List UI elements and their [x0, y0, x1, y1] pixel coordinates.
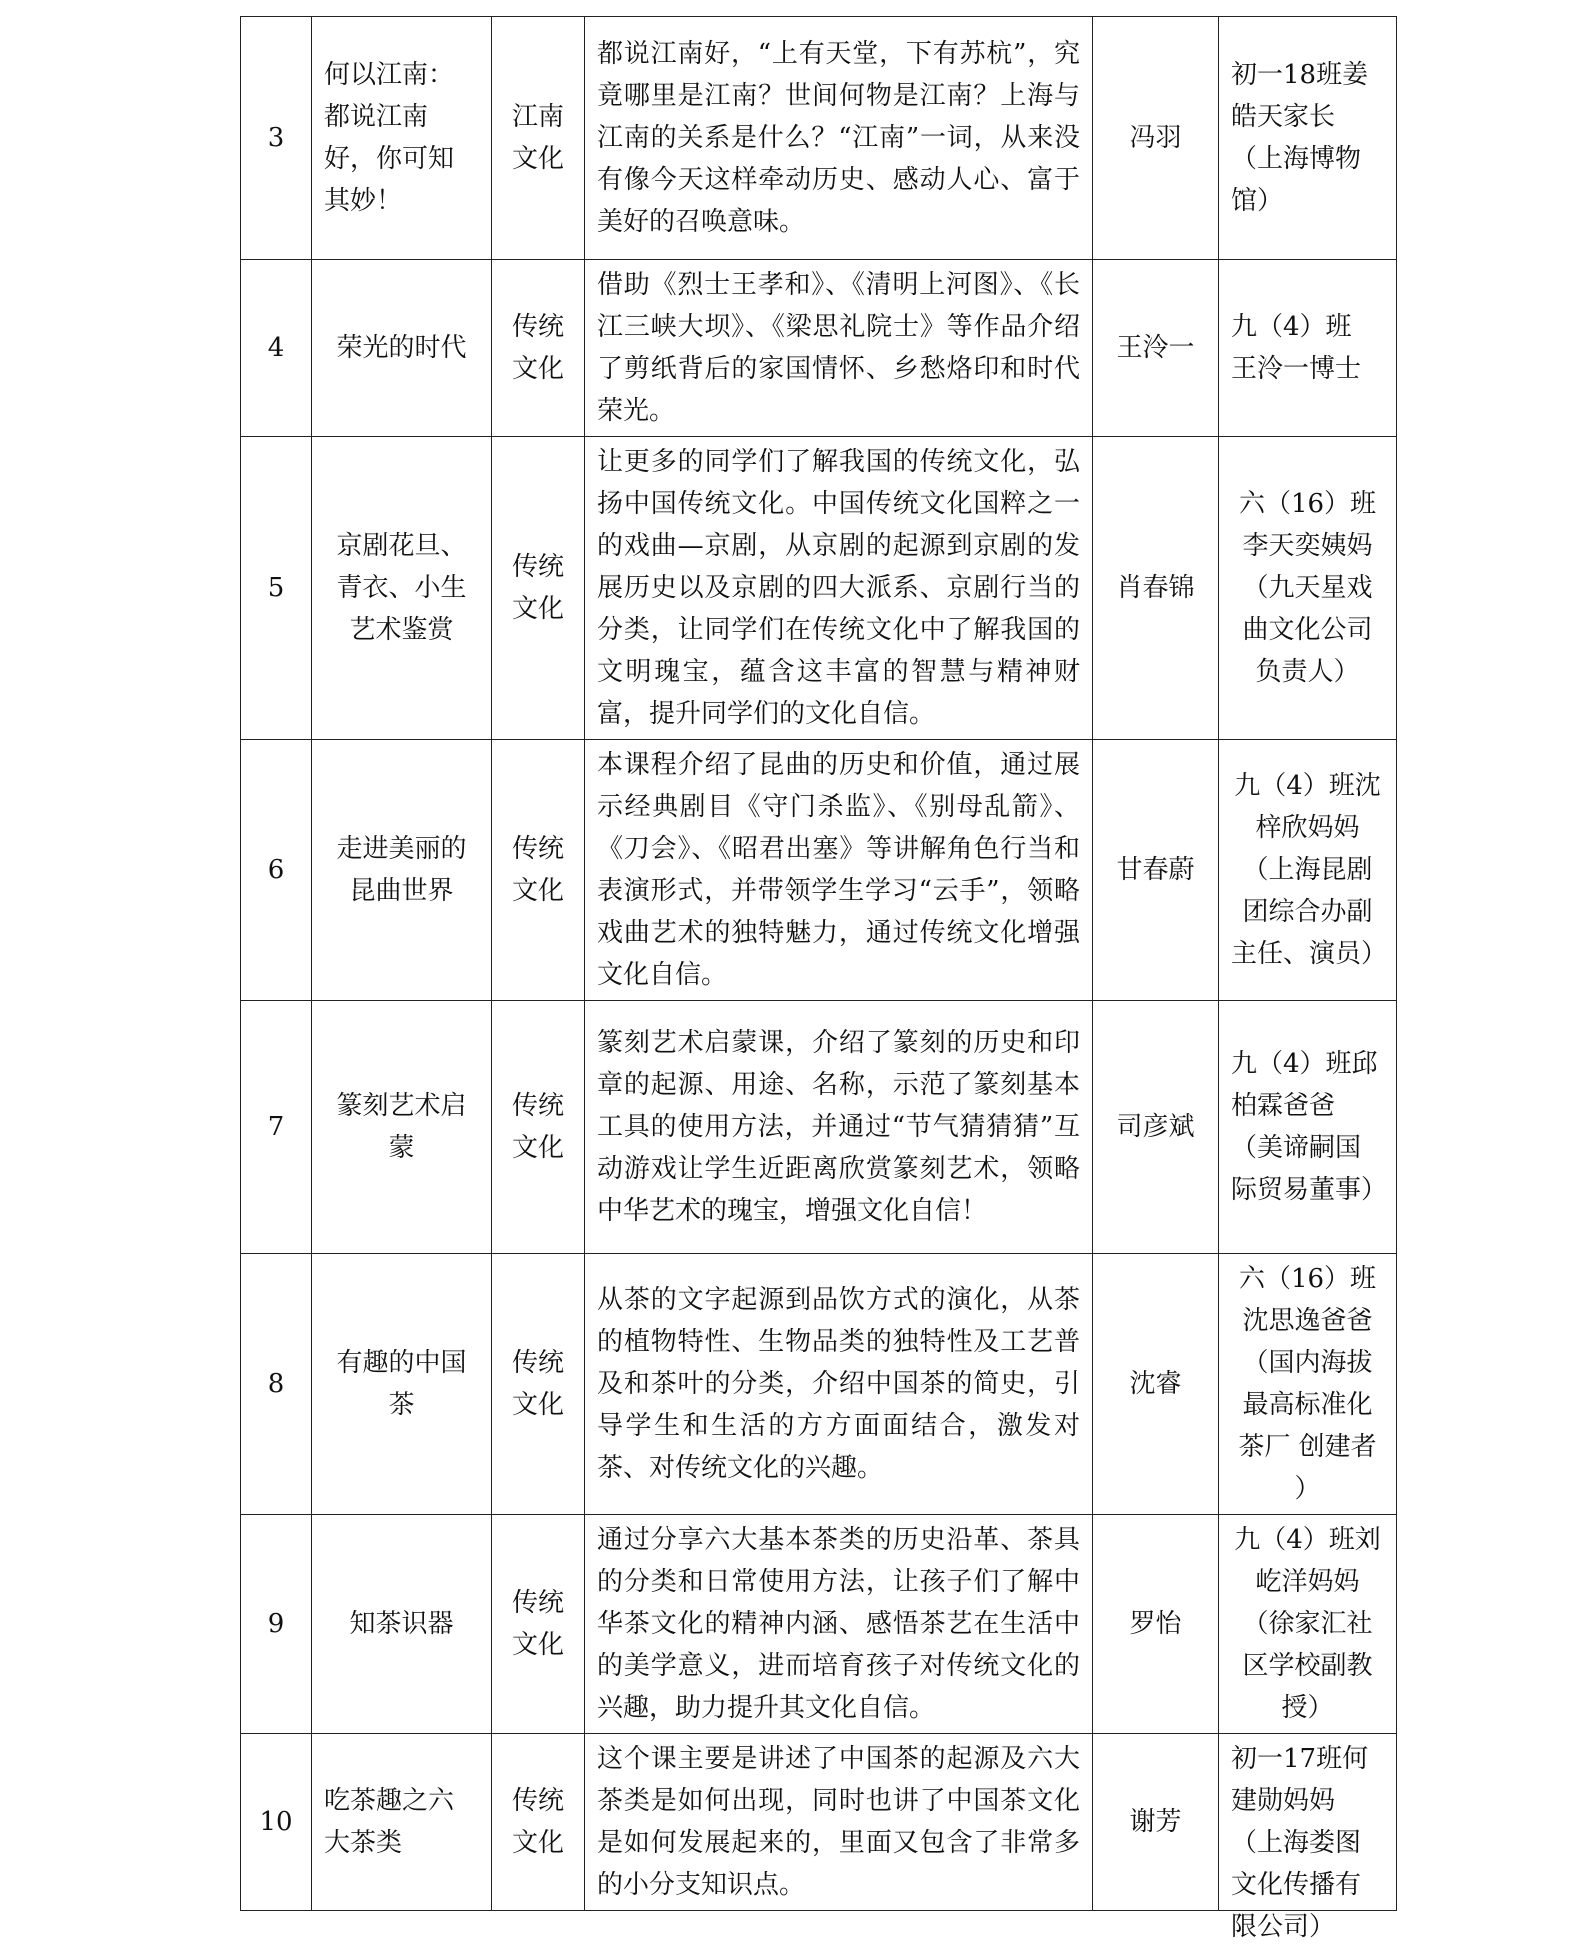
course-type: 传统文化 [492, 740, 585, 1001]
row-number: 8 [241, 1254, 312, 1515]
course-teacher: 沈睿 [1093, 1254, 1219, 1515]
course-title: 知茶识器 [312, 1515, 492, 1734]
teacher-source: 九（4）班沈梓欣妈妈（上海昆剧团综合办副主任、演员） [1219, 740, 1397, 1001]
course-type: 传统文化 [492, 1254, 585, 1515]
course-type: 传统文化 [492, 1001, 585, 1254]
course-type: 传统文化 [492, 437, 585, 740]
course-type: 江南文化 [492, 17, 585, 260]
teacher-source: 六（16）班李天奕姨妈（九天星戏曲文化公司负责人） [1219, 437, 1397, 740]
row-number: 9 [241, 1515, 312, 1734]
teacher-source: 六（16）班沈思逸爸爸（国内海拔最高标准化茶厂 创建者 ） [1219, 1254, 1397, 1515]
teacher-source: 九（4）班 王泠一博士 [1219, 260, 1397, 437]
course-type: 传统文化 [492, 1515, 585, 1734]
table-row [241, 260, 1397, 437]
table-row [241, 1515, 1397, 1734]
teacher-source [1219, 1734, 1397, 1942]
course-title: 篆刻艺术启蒙 [312, 1001, 492, 1254]
row-number: 10 [241, 1734, 312, 1911]
teacher-source: 九（4）班邱柏霖爸爸（美谛嗣国际贸易董事） [1219, 1001, 1397, 1254]
table-row [241, 1254, 1397, 1515]
row-number: 7 [241, 1001, 312, 1254]
table-row [241, 1001, 1397, 1254]
teacher-source: 初一18班姜皓天家长（上海博物馆） [1219, 17, 1397, 260]
course-description: 这个课主要是讲述了中国茶的起源及六大茶类是如何出现，同时也讲了中国茶文化是如何发展起来的，里面又包含了非常多的小分支知识点。 [585, 1734, 1093, 1911]
course-title: 荣光的时代 [312, 260, 492, 437]
course-description: 从茶的文字起源到品饮方式的演化，从茶的植物特性、生物品类的独特性及工艺普及和茶叶的分类，介绍中国茶的简史，引导学生和生活的方方面面结合，激发对茶、对传统文化的兴趣。 [585, 1254, 1093, 1515]
course-teacher: 王泠一 [1093, 260, 1219, 437]
teacher-source: 九（4）班刘屹洋妈妈（徐家汇社区学校副教授） [1219, 1515, 1397, 1734]
course-title: 走进美丽的昆曲世界 [312, 740, 492, 1001]
row-number: 3 [241, 17, 312, 260]
row-number: 6 [241, 740, 312, 1001]
course-title: 何以江南：都说江南好，你可知其妙！ [312, 17, 492, 260]
course-teacher: 谢芳 [1093, 1734, 1219, 1911]
course-title: 有趣的中国茶 [312, 1254, 492, 1515]
table-row [241, 437, 1397, 740]
course-teacher: 司彦斌 [1093, 1001, 1219, 1254]
course-description: 借助《烈士王孝和》、《清明上河图》、《长江三峡大坝》、《梁思礼院士》等作品介绍了剪纸背后的家国情怀、乡愁烙印和时代荣光。 [585, 260, 1093, 437]
table-row [241, 17, 1397, 260]
course-teacher: 肖春锦 [1093, 437, 1219, 740]
course-description: 篆刻艺术启蒙课，介绍了篆刻的历史和印章的起源、用途、名称，示范了篆刻基本工具的使用方法，并通过“节气猜猜猜”互动游戏让学生近距离欣赏篆刻艺术，领略中华艺术的瑰宝，增强文化自信！ [585, 1001, 1093, 1254]
course-description: 通过分享六大基本茶类的历史沿革、茶具的分类和日常使用方法，让孩子们了解中华茶文化的精神内涵、感悟茶艺在生活中的美学意义，进而培育孩子对传统文化的兴趣，助力提升其文化自信。 [585, 1515, 1093, 1734]
course-teacher: 甘春蔚 [1093, 740, 1219, 1001]
course-type: 传统文化 [492, 1734, 585, 1911]
row-number: 5 [241, 437, 312, 740]
course-title: 京剧花旦、青衣、小生艺术鉴赏 [312, 437, 492, 740]
course-title: 吃茶趣之六大茶类 [312, 1734, 492, 1911]
course-teacher: 冯羽 [1093, 17, 1219, 260]
course-teacher: 罗怡 [1093, 1515, 1219, 1734]
table-row [241, 740, 1397, 1001]
teacher-source-text: 初一17班何建勋妈妈（上海娄图文化传播有限公司） [1231, 1744, 1369, 1942]
course-description: 都说江南好，“上有天堂，下有苏杭”，究竟哪里是江南？世间何物是江南？上海与江南的关系是什么？“江南”一词，从来没有像今天这样牵动历史、感动人心、富于美好的召唤意味。 [585, 17, 1093, 260]
course-type: 传统文化 [492, 260, 585, 437]
course-table [240, 16, 1397, 1942]
table-row [241, 1734, 1397, 1911]
course-description: 让更多的同学们了解我国的传统文化，弘扬中国传统文化。中国传统文化国粹之一的戏曲—京剧，从京剧的起源到京剧的发展历史以及京剧的四大派系、京剧行当的分类，让同学们在传统文化中了解我国的文明瑰宝，蕴含这丰富的智慧与精神财富，提升同学们的文化自信。 [585, 437, 1093, 740]
row-number: 4 [241, 260, 312, 437]
course-description: 本课程介绍了昆曲的历史和价值，通过展示经典剧目《守门杀监》、《别母乱箭》、《刀会》、《昭君出塞》等讲解角色行当和表演形式，并带领学生学习“云手”，领略戏曲艺术的独特魅力，通过传统文化增强文化自信。 [585, 740, 1093, 1001]
